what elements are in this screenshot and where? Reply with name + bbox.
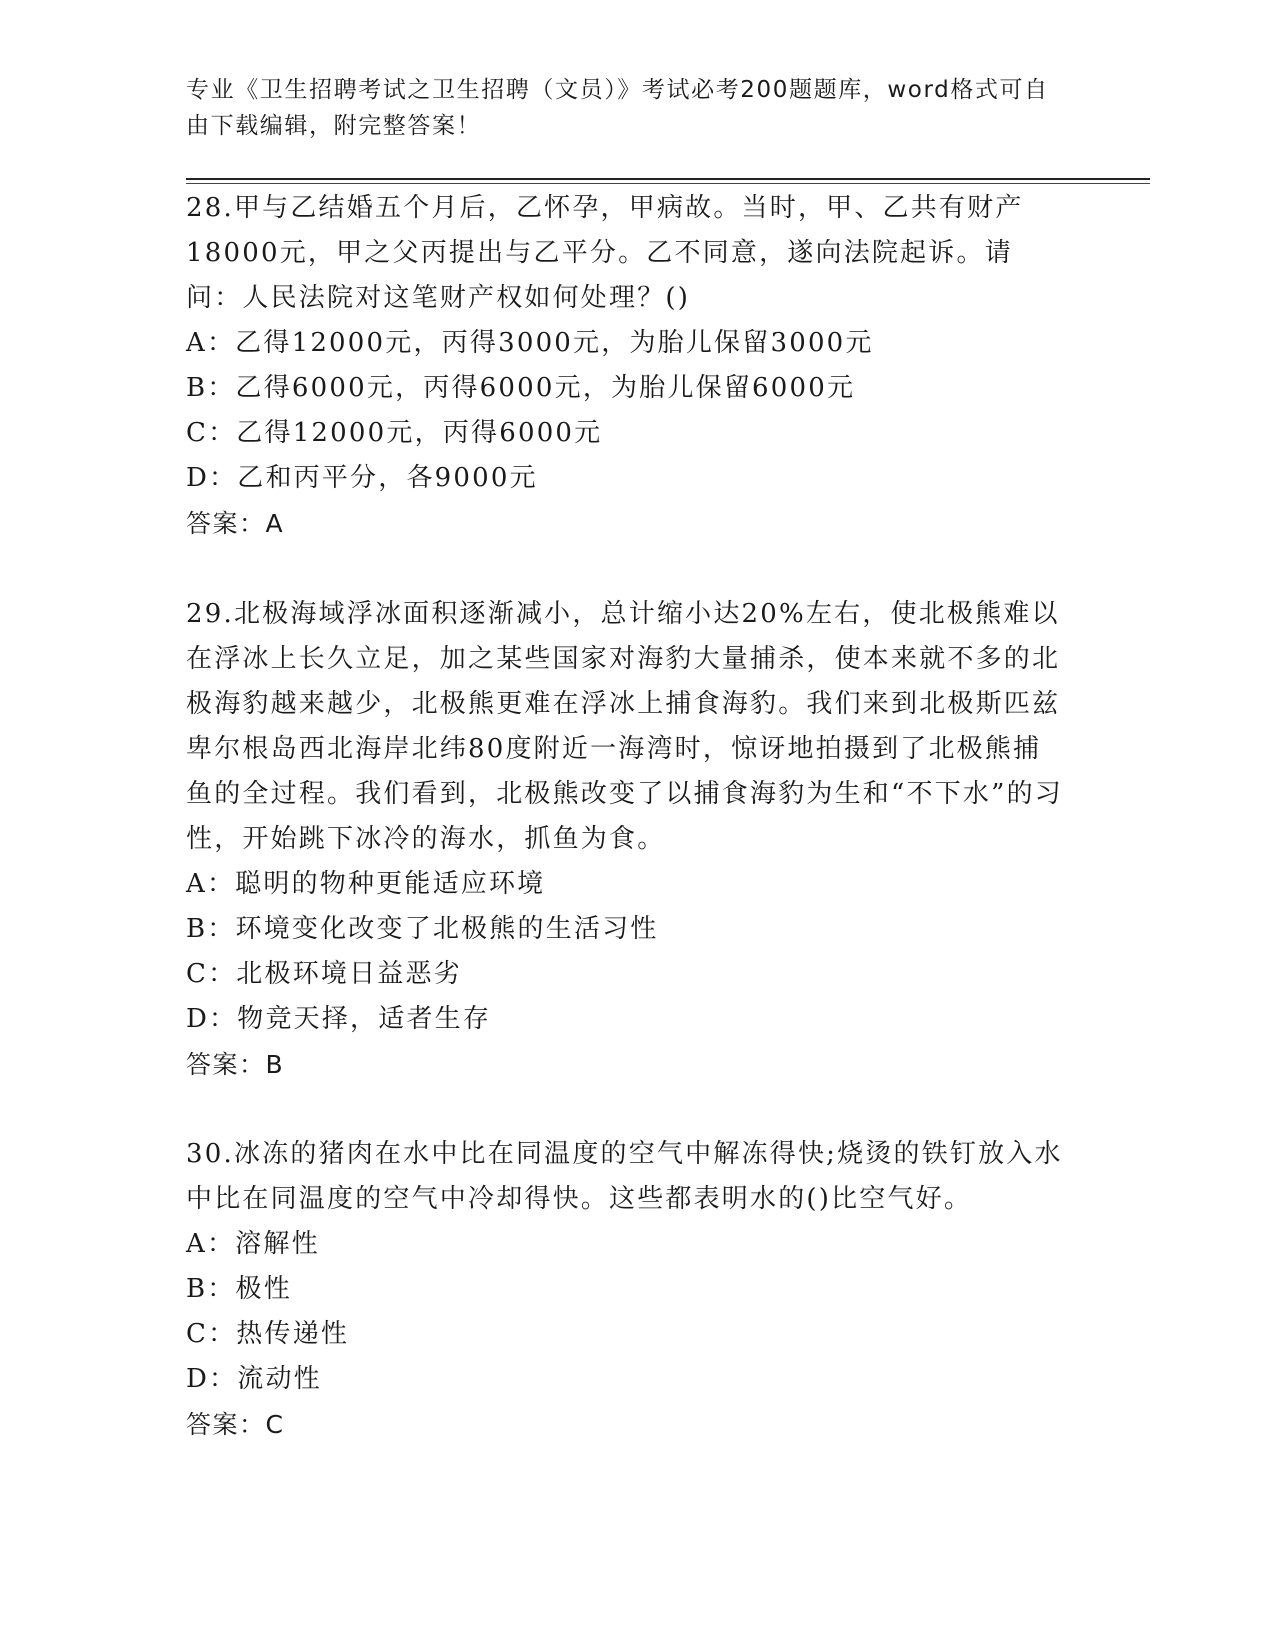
option-a: A：溶解性 xyxy=(186,1229,320,1259)
option-c: C：北极环境日益恶劣 xyxy=(186,959,462,989)
option-c: C：乙得12000元，丙得6000元 xyxy=(186,418,603,448)
question-29 xyxy=(186,592,1066,1087)
header-divider-thick xyxy=(186,178,1150,180)
header-divider-thin xyxy=(186,183,1150,184)
question-stem: 29.北极海域浮冰面积逐渐减小，总计缩小达20%左右，使北极熊难以在浮冰上长久立足，加之某些国家对海豹大量捕杀，使本来就不多的北极海豹越来越少，北极熊更难在浮冰上捕食海豹。我们来到北极斯匹兹卑尔根岛西北海岸北纬80度附近一海湾时，惊讶地拍摄到了北极熊捕鱼的全过程。我们看到，北极熊改变了以捕食海豹为生和“不下水”的习性，开始跳下冰冷的海水，抓鱼为食。 xyxy=(186,599,1063,854)
option-a: A：聪明的物种更能适应环境 xyxy=(186,869,546,899)
option-b: B：极性 xyxy=(186,1274,292,1304)
question-30 xyxy=(186,1132,1066,1447)
option-b: B：乙得6000元，丙得6000元，为胎儿保留6000元 xyxy=(186,373,856,403)
option-d: D：物竞天择，适者生存 xyxy=(186,1004,492,1034)
option-a: A：乙得12000元，丙得3000元，为胎儿保留3000元 xyxy=(186,328,874,358)
answer: 答案：C xyxy=(186,1410,285,1439)
option-c: C：热传递性 xyxy=(186,1319,350,1349)
question-28 xyxy=(186,186,1066,546)
option-d: D：乙和丙平分，各9000元 xyxy=(186,463,538,493)
answer: 答案：B xyxy=(186,1050,285,1079)
option-b: B：环境变化改变了北极熊的生活习性 xyxy=(186,914,659,944)
question-stem: 28.甲与乙结婚五个月后，乙怀孕，甲病故。当时，甲、乙共有财产18000元，甲之父丙提出与乙平分。乙不同意，遂向法院起诉。请问：人民法院对这笔财产权如何处理？() xyxy=(186,193,1024,313)
question-stem: 30.冰冻的猪肉在水中比在同温度的空气中解冻得快;烧烫的铁钉放入水中比在同温度的空气中冷却得快。这些都表明水的()比空气好。 xyxy=(186,1139,1063,1214)
answer: 答案：A xyxy=(186,509,285,538)
option-d: D：流动性 xyxy=(186,1364,322,1394)
document-header: 专业《卫生招聘考试之卫生招聘（文员）》考试必考200题题库，word格式可自由下载编辑，附完整答案！ xyxy=(186,77,1049,139)
